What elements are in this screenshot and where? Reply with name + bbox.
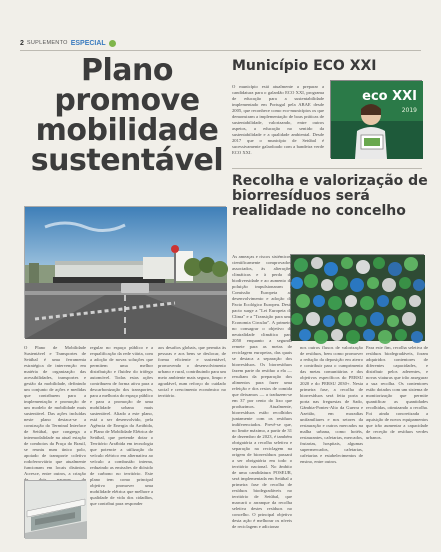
section-rule — [232, 168, 422, 169]
eco-xxi-year: 2019 — [401, 107, 417, 114]
eco-xxi-award-photo — [330, 80, 422, 158]
page-number: 2 — [20, 39, 24, 47]
article2-body: O município está atualmente a preparar a candidatura para o galardão ECO XXI, programa de educação para a sustentabilidade implementado em Portugal pela ABAE desde 2005, que reconhece como eco-municípios os que demonstram a implementação de boas práticas de sustentabilidade, valorizando, entre outros aspetos, a educação no sentido da sustentabilidade e a qualidade ambiental. Desde 2017 que o município de Setúbal é sucessivamente galardoado com a bandeira verde ECO XXI. — [232, 84, 324, 155]
header-rule — [20, 50, 421, 51]
article1-column-3: aos desafios globais, que permita às pessoas e aos bens se deslocar, de forma eficiente e sustentável, promovendo o desenvolvimento urbano e rural, contribuindo para um meio ambiente mais seguro, limpo e agradável, num reforço do cuidado social e crescimento económico no território. — [158, 345, 226, 398]
bus-terminal-photo — [24, 206, 226, 338]
article1-column-2: regular no espaço público e a requalificação da rede viária, com a adoção de novas soluções que permitem uma melhor distribuição e fluidez do tráfego automóvel. Todas estas ações contribuem de forma ativa para a descarbonização dos transportes, para a melhoria do espaço público e para a promoção de uma mobilidade urbana mais sustentável. Aliado a este plano, está a ser desenvolvido, pela Agência de Energia da Arrábida, o Plano de Mobilidade Elétrica de Setúbal, que pretende dotar o Território Arrábida em tecnologia que potencie a utilização do veículo elétrico em alternativa ao veículo a combustão interna, reduzindo as emissões de dióxido de carbono no território. Este plano tem como principal objetivo promover uma mobilidade elétrica que melhore a qualidade de vida dos cidadãos, que contribui para responder — [90, 345, 153, 506]
article2-title: Município ECO XXI — [232, 58, 377, 74]
article3-title: Recolha e valorização de biorresíduos será realidade no concelho — [232, 173, 428, 219]
article1-title: Plano promove mobilidade sustentável — [30, 53, 224, 178]
supplement-label: SUPLEMENTO — [26, 40, 68, 46]
article3-column-1: As ameaças e riscos sistémicos, cientificamente comprovados, associados, às alterações climáticas e à perda de biodiversidade e ao aumento da poluição impulsionaram a Comissão Europeia ao desenvolvimento e adoção do Pacto Ecológico Europeu. Deste pacto surge a "Lei Europeia do Clima" e a "Transição para uma Economia Circular". A primeira no consagrar o objetivo de neutralidade climática para 2050 enquanto a segunda remete para as metas de reciclagem europeias, das quais se destaca a separação dos biorresíduos. Os biorresíduos fazem parte do resíduo a ela ― resultam da preparação dos alimentos para fazer uma refeição e dos restos de comida que deixamos ― a traduzem-se em 37 por cento do lixo que produzimos. Atualmente, biorresíduos estão recolhidos juntamente com os resíduos indiferenciados. Prevê-se que, no limite máximo, a partir de 31 de dezembro de 2023, é também obrigatória a recolha seletiva e separação na reciclagem na origem de biorresíduos passará a ser obrigatória em todo o território nacional. No âmbito de uma candidatura POSEUR, será implementada em Setúbal a primeira fase de recolha de resíduos biodegradáveis no território de Setúbal, que marcará o arranque da recolha seletiva destes resíduos no concelho. O principal objetivo desta ação é melhorar os níveis de reciclagem e adicionar — [232, 254, 292, 529]
special-label: ESPECIAL — [70, 39, 106, 47]
article3-column-2: nos outros fluxos de valorização de resíduos, bem como promover a redução da deposição em aterro e contribuir para o cumprimento das metas comunitárias e dos objetivos específicos do PERSU 2020 e do PERSU 2030+. Nesta primeira fase, a recolha de biorresíduos será feita porta a porta nas freguesias de Sado, Gâmbia-Pontes-Alto da Guerra e Azeitão, em moradias unifamiliares e nos setores da restauração e outros mercados na malha urbana, como hotéis, restaurantes, cafetarias, mercados, frutarias, hospitais, algumas supermercados, cafetarias, cafetarias e estabelecimentos de ensino, entre outros. — [300, 345, 363, 464]
bottle-caps-photo — [290, 254, 424, 340]
page-header — [20, 38, 116, 48]
article3-column-3: Para este fim, recolha seletiva de resíduos biodegradáveis, foram adquiridos contentores de diferentes capacidades, e distribuir pelos aderentes, e novas viaturas que irão assegurar a sua recolha. Os contentores estão dotados com um sistema de monitorização que permite quantificar as quantidades recolhidas, otimizando a recolha. Foi ainda concretizada a aquisição de novos equipamentos que irão aumentar a capacidade de receção de resíduos verdes urbanos. — [366, 345, 428, 440]
terminal-render-image — [24, 480, 86, 538]
special-badge-icon — [109, 40, 116, 47]
article1-column-1: O Plano de Mobilidade Sustentável e Transportes de Setúbal é uma ferramenta estratégica de intervenção em matéria de organização das acessibilidades, transportes e gestão da mobilidade, definindo um conjunto de ações e medidas que contribuem para a implementação e promoção de um modelo de mobilidade mais sustentável. Das ações incluídas neste plano destaca-se a construção do Terminal Interface de Setúbal, que congrega a intermodalidade na atual estação de comboios da Praça do Brasil, se reuniu num único polo, apoiado de transporte coletivo rodoferroviário que atualmente funcionam em locais distintos. Acresce, entre outros, a criação — [24, 345, 86, 476]
eco-xxi-logo-text: eco XXI — [362, 89, 417, 104]
